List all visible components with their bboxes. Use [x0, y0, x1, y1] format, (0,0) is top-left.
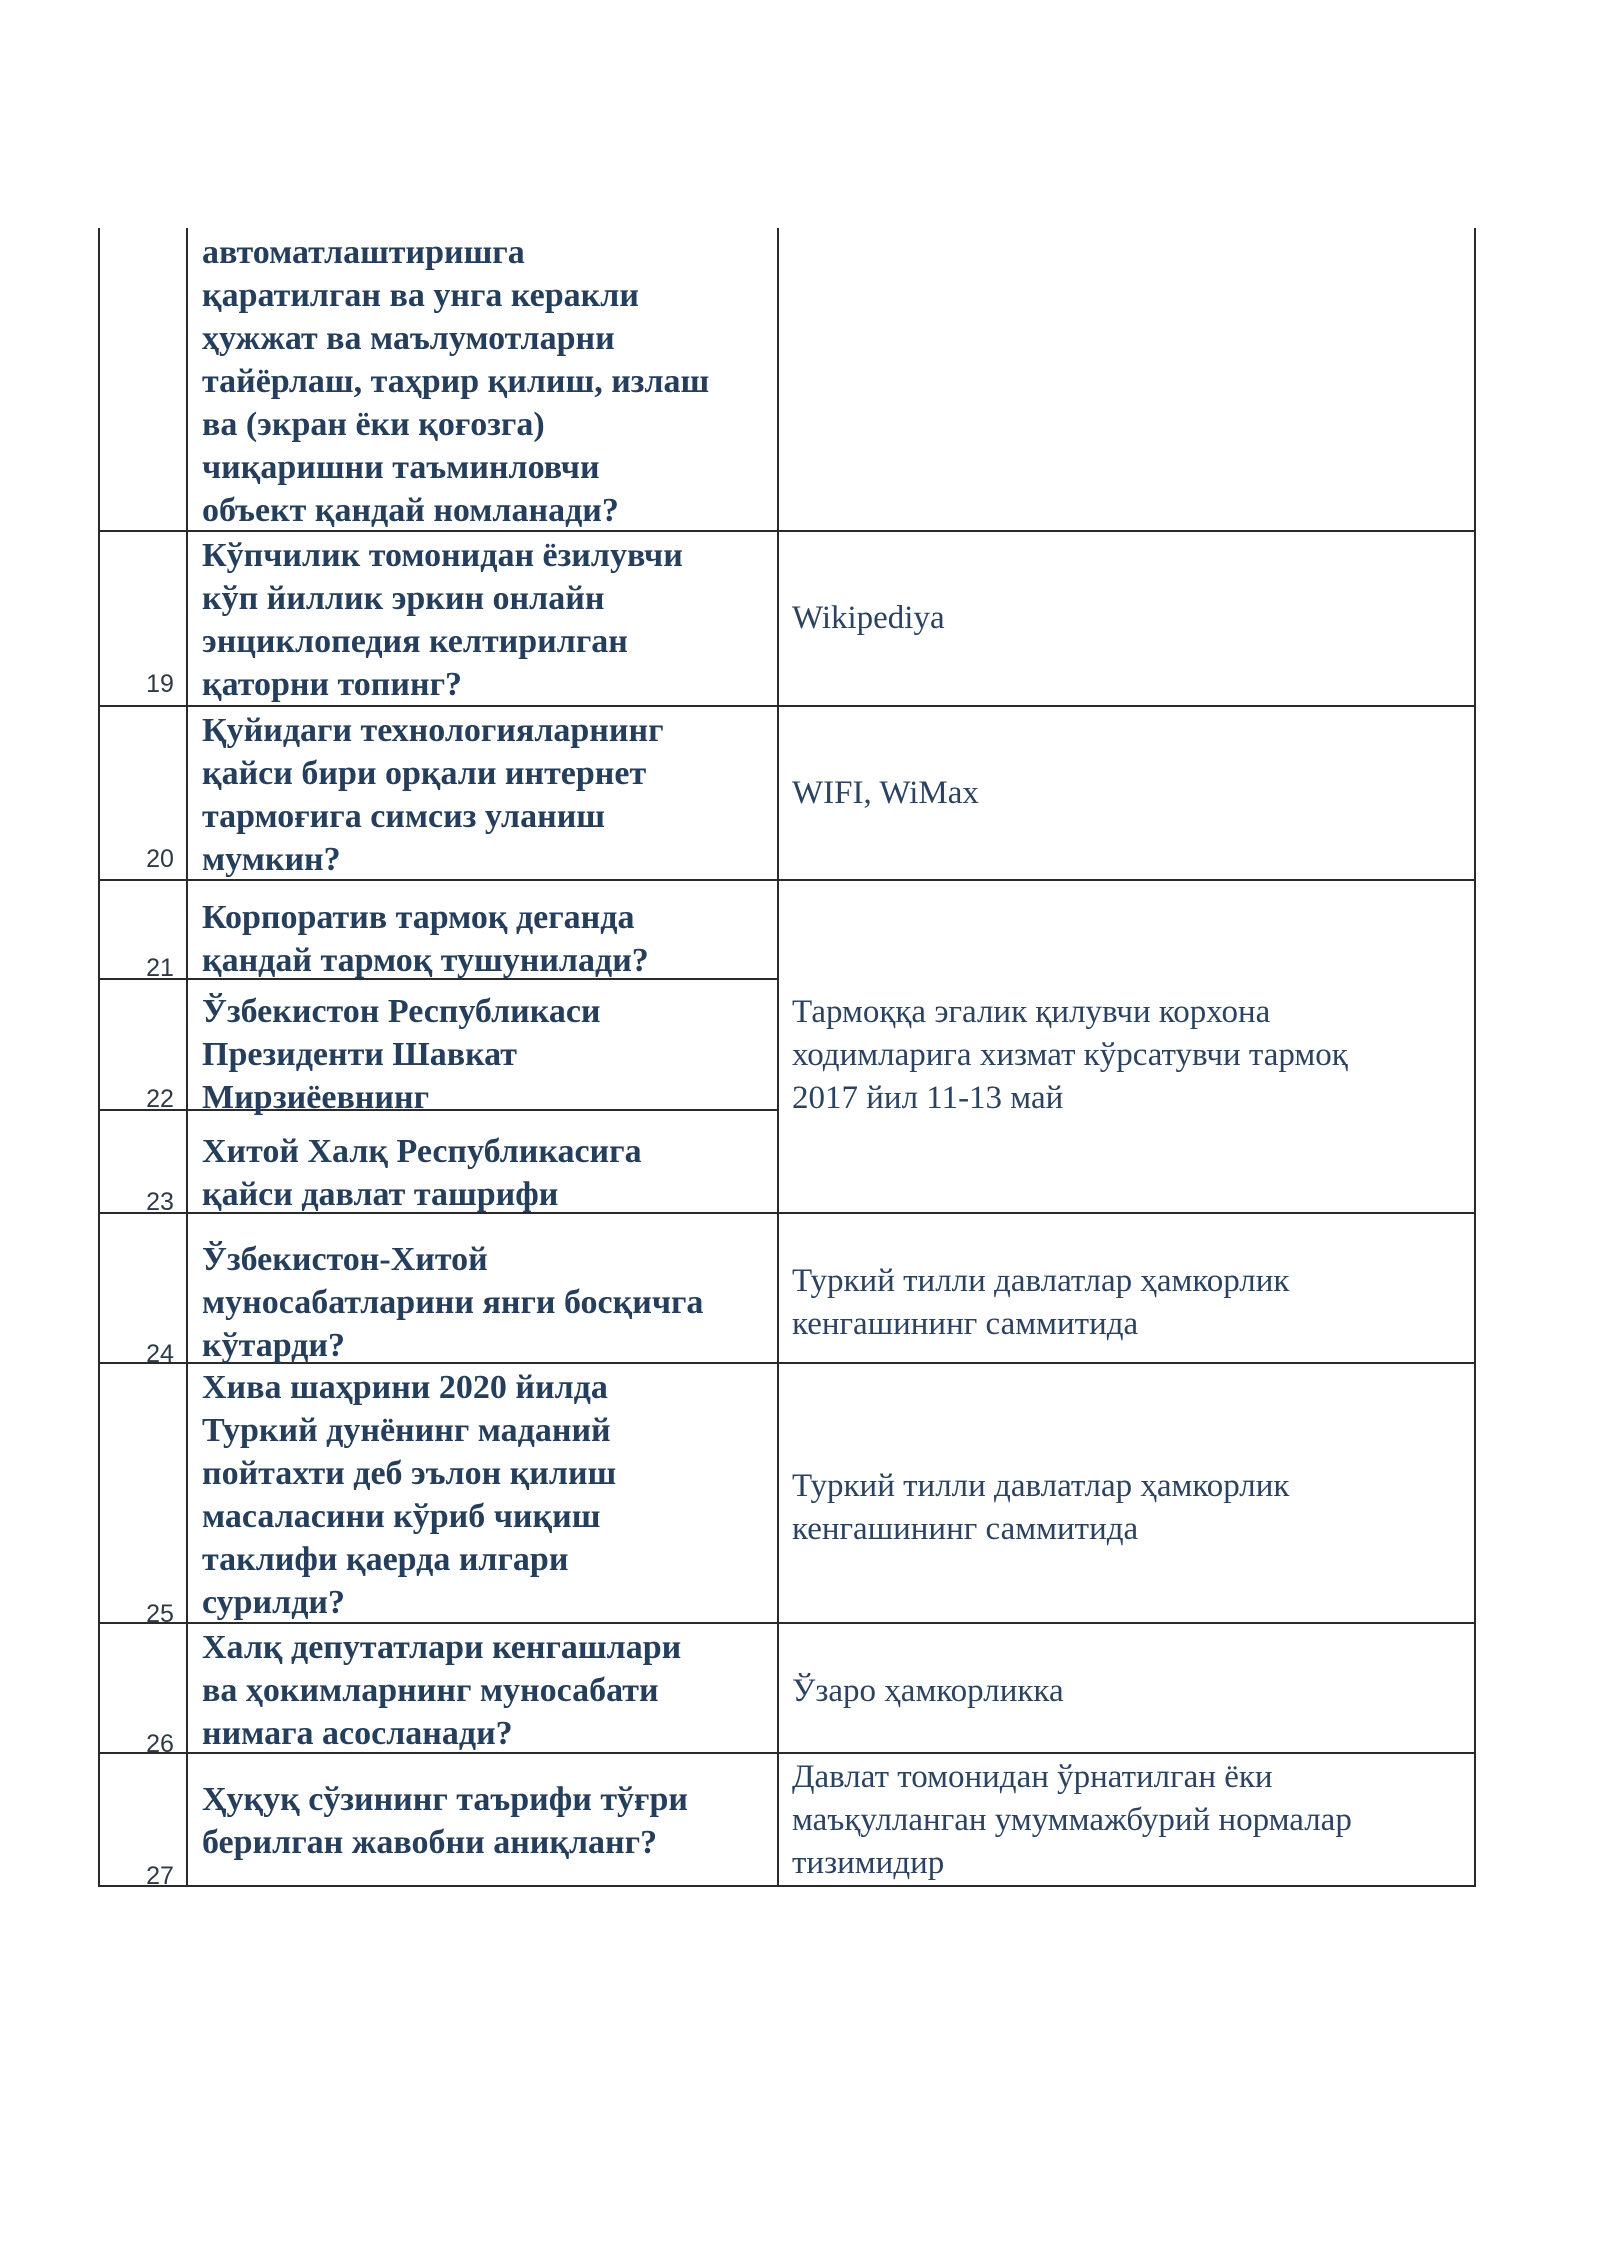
answer-cell: Туркий тилли давлатлар ҳамкорлик кенгашининг саммитида	[792, 1263, 1290, 1342]
question-cell-continued: автоматлаштиришга қаратилган ва унга керакли ҳужжат ва маълумотларни тайёрлаш, таҳрир қилиш, излаш ва (экран ёки қоғозга) чиқаришни таъминловчи объект қандай номланади?	[202, 234, 710, 529]
row-number: 24	[146, 1340, 174, 1368]
table-border-right	[1474, 228, 1476, 1887]
question-cell: Ўзбекистон Республикаси Президенти Шавкат Мирзиёевнинг	[202, 993, 601, 1116]
question-cell: Қуйидаги технологияларнинг қайси бири орқали интернет тармоғига симсиз уланиш мумкин?	[202, 712, 664, 878]
question-cell: Кўпчилик томонидан ёзилувчи кўп йиллик эркин онлайн энциклопедия келтирилган қаторни топинг?	[202, 537, 683, 703]
question-cell: Ўзбекистон-Хитой муносабатларини янги босқичга кўтарди?	[202, 1241, 704, 1364]
answer-cell: Туркий тилли давлатлар ҳамкорлик кенгашининг саммитида	[792, 1468, 1290, 1547]
row-number: 22	[146, 1085, 174, 1113]
row-number: 26	[146, 1730, 174, 1758]
question-cell: Хитой Халқ Республикасига қайси давлат ташрифи	[202, 1133, 642, 1213]
row-number: 21	[146, 954, 174, 982]
question-cell: Хива шаҳрини 2020 йилда Туркий дунёнинг маданий пойтахти деб эълон қилиш масаласини кўриб чиқиш таклифи қаерда илгари сурилди?	[202, 1369, 617, 1621]
row-number: 25	[146, 1600, 174, 1628]
question-cell: Ҳуқуқ сўзининг таърифи тўғри берилган жавобни аниқланг?	[202, 1781, 688, 1861]
row-number: 20	[146, 845, 174, 873]
row-divider	[98, 1885, 1476, 1887]
answer-cell: Давлат томонидан ўрнатилган ёки маъқулланган умуммажбурий нормалар тизимидир	[792, 1759, 1352, 1881]
table-border-left	[98, 228, 100, 1887]
row-number: 23	[146, 1188, 174, 1216]
answer-cell-merged: Тармоққа эгалик қилувчи корхона ходимларига хизмат кўрсатувчи тармоқ 2017 йил 11-13 май	[792, 994, 1348, 1116]
question-cell: Корпоратив тармоқ деганда қандай тармоқ тушунилади?	[202, 899, 649, 979]
question-cell: Халқ депутатлари кенгашлари ва ҳокимларнинг муносабати нимага асосланади?	[202, 1629, 682, 1752]
answer-cell: Ўзаро ҳамкорликка	[792, 1673, 1064, 1709]
row-number: 27	[146, 1862, 174, 1890]
table-border-mid-col	[777, 228, 779, 1887]
row-number: 19	[146, 670, 174, 698]
answer-cell: Wikipediya	[792, 600, 945, 636]
answer-cell: WIFI, WiMax	[792, 775, 979, 811]
table-border-num-col	[186, 228, 188, 1887]
